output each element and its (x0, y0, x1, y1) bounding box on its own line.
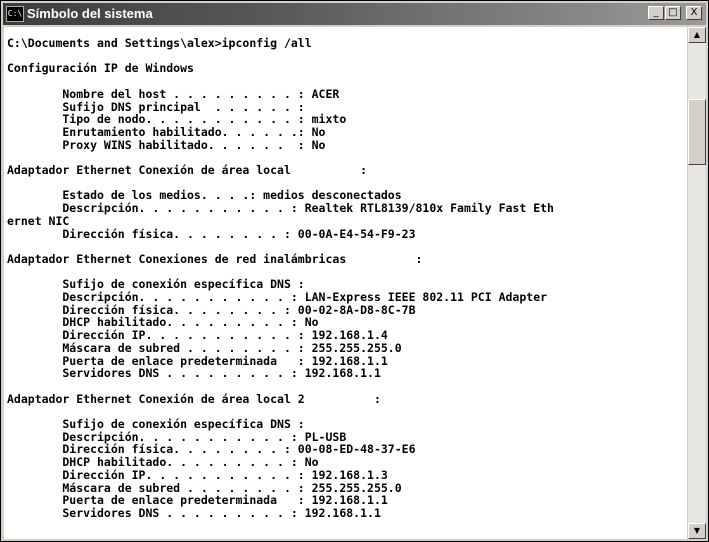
console-line: Dirección IP. . . . . . . . . . . : 192.168.1.3 (7, 467, 388, 482)
window-title: Símbolo del sistema (27, 6, 153, 21)
title-bar[interactable] (3, 3, 706, 25)
console-line: Descripción. . . . . . . . . . . : PL-USB (7, 429, 347, 444)
console-line: Máscara de subred . . . . . . . . : 255.255.255.0 (7, 340, 402, 355)
console-line: Puerta de enlace predeterminada : 192.168.1.1 (7, 493, 388, 508)
console-line: Servidores DNS . . . . . . . . . : 192.168.1.1 (7, 505, 381, 520)
console-line: Sufijo de conexión específica DNS : (7, 417, 305, 431)
scrollbar-thumb[interactable] (688, 99, 706, 165)
console-line: Enrutamiento habilitado. . . . . .: No (7, 124, 326, 139)
console-output[interactable] (4, 27, 687, 539)
console-line: DHCP habilitado. . . . . . . . . : No (7, 455, 319, 470)
console-line: Adaptador Ethernet Conexión de área local 2 : (7, 391, 381, 406)
console-line: Sufijo DNS principal . . . . . . : (7, 99, 305, 114)
console-line: Sufijo de conexión específica DNS : (7, 277, 305, 292)
console-line: Descripción. . . . . . . . . . . : LAN-Express IEEE 802.11 PCI Adapter (7, 290, 548, 304)
console-line: Nombre del host . . . . . . . . . : ACER (7, 86, 340, 101)
scroll-down-arrow-icon[interactable]: ▼ (688, 523, 706, 539)
console-line: Adaptador Ethernet Conexiones de red inalámbricas : (7, 251, 423, 266)
console-line: Configuración IP de Windows (7, 61, 194, 76)
vertical-scrollbar[interactable] (688, 27, 706, 539)
console-line: Estado de los medios. . . .: medios desconectados (7, 188, 402, 203)
minimize-button[interactable]: _ (648, 6, 664, 20)
console-line: Servidores DNS . . . . . . . . . : 192.168.1.1 (7, 366, 381, 381)
console-line: Dirección IP. . . . . . . . . . . : 192.168.1.4 (7, 328, 388, 343)
maximize-button[interactable]: □ (665, 6, 681, 20)
console-app-icon[interactable]: C:\ (6, 6, 24, 22)
scroll-up-arrow-icon[interactable]: ▲ (688, 27, 706, 43)
console-line: Descripción. . . . . . . . . . . : Realtek RTL8139/810x Family Fast Eth (7, 201, 554, 216)
console-line: DHCP habilitado. . . . . . . . . : No (7, 315, 319, 330)
console-line: C:\Documents and Settings\alex>ipconfig /all (7, 36, 312, 50)
console-line: Puerta de enlace predeterminada : 192.168.1.1 (7, 353, 388, 368)
console-line: Dirección física. . . . . . . . : 00-08-ED-48-37-E6 (7, 442, 416, 457)
console-line: Dirección física. . . . . . . . : 00-02-8A-D8-8C-7B (7, 302, 416, 317)
console-line: Tipo de nodo. . . . . . . . . . . : mixto (7, 112, 347, 127)
console-line: ernet NIC (7, 213, 70, 228)
console-line: Dirección física. . . . . . . . : 00-0A-E4-54-F9-23 (7, 226, 416, 241)
close-button[interactable]: X (686, 6, 702, 20)
console-line: Proxy WINS habilitado. . . . . . : No (7, 137, 326, 152)
console-line: Máscara de subred . . . . . . . . : 255.255.255.0 (7, 480, 402, 495)
console-line: Adaptador Ethernet Conexión de área local : (7, 163, 368, 177)
